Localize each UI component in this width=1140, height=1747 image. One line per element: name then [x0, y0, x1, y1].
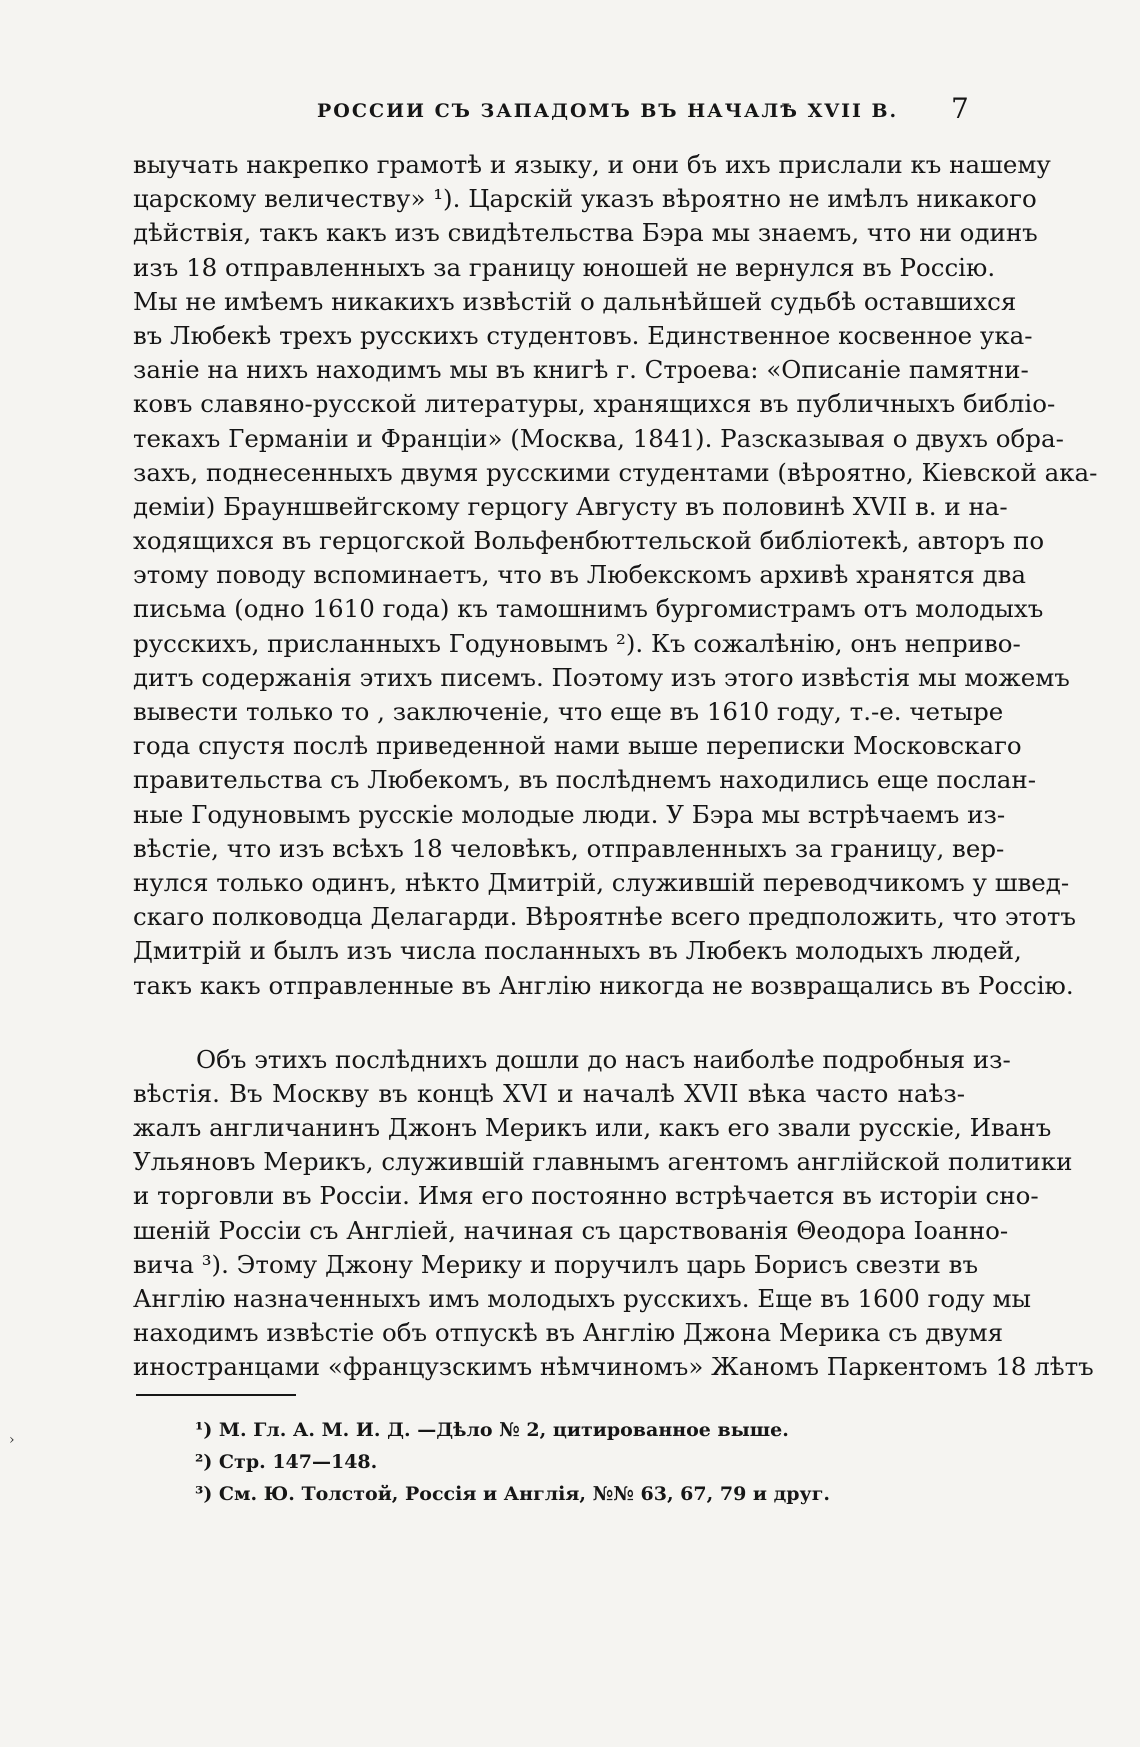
running-title: РОССИИ СЪ ЗАПАДОМЪ ВЪ НАЧАЛѢ XVII В. [317, 100, 899, 122]
text-line: захъ, поднесенныхъ двумя русскими студентами (вѣроятно, Кіевской ака- [133, 457, 1098, 487]
margin-mark: › [9, 1432, 15, 1448]
footnote-1: ¹) М. Гл. А. М. И. Д. —Дѣло № 2, цитированное выше. [195, 1419, 789, 1441]
text-line: Объ этихъ послѣднихъ дошли до насъ наиболѣе подробныя из- [196, 1044, 1011, 1074]
text-line: изъ 18 отправленныхъ за границу юношей не вернулся въ Россію. [133, 252, 996, 282]
text-line: жалъ англичанинъ Джонъ Мерикъ или, какъ его звали русскіе, Иванъ [133, 1113, 1052, 1143]
text-line: Мы не имѣемъ никакихъ извѣстій о дальнѣйшей судьбѣ оставшихся [133, 286, 1017, 316]
text-line: дѣйствія, такъ какъ изъ свидѣтельства Бэра мы знаемъ, что ни одинъ [133, 218, 1038, 248]
text-line: этому поводу вспоминаетъ, что въ Любекскомъ архивѣ хранятся два [133, 560, 1027, 590]
text-line: и торговли въ Россіи. Имя его постоянно встрѣчается въ исторіи сно- [133, 1181, 1039, 1211]
text-line: вывести только то , заключеніе, что еще въ 1610 году, т.-е. четыре [133, 697, 1004, 726]
footnote-divider [136, 1394, 296, 1396]
text-line: вича ³). Этому Джону Мерику и поручилъ царь Борисъ свезти въ [133, 1249, 979, 1279]
text-line: вѣстіе, что изъ всѣхъ 18 человѣкъ, отправленныхъ за границу, вер- [133, 833, 1005, 863]
text-line: шеній Россіи съ Англіей, начиная съ царствованія Θеодора Іоанно- [133, 1215, 1009, 1245]
text-line: ходящихся въ герцогской Вольфенбюттельской библіотекѣ, авторъ по [133, 526, 1045, 556]
text-line: скаго полководца Делагарди. Вѣроятнѣе всего предположить, что этотъ [133, 902, 1076, 932]
text-line: письма (одно 1610 года) къ тамошнимъ бургомистрамъ отъ молодыхъ [133, 594, 1044, 624]
paragraph-2 [133, 1043, 1094, 1385]
text-line: царскому величеству» ¹). Царскій указъ вѣроятно не имѣлъ никакого [133, 184, 1037, 214]
footnote-2: ²) Стр. 147—148. [195, 1451, 378, 1473]
text-line: находимъ извѣстіе объ отпускѣ въ Англію Джона Мерика съ двумя [133, 1318, 1004, 1348]
text-line: Ульяновъ Мерикъ, служившій главнымъ агентомъ англійской политики [133, 1147, 1073, 1177]
text-line: деміи) Брауншвейгскому герцогу Августу въ половинѣ XVII в. и на- [133, 491, 1008, 521]
text-line: выучать накрепко грамотѣ и языку, и они бъ ихъ прислали къ нашему [133, 150, 1051, 179]
text-line: ные Годуновымъ русскіе молодые люди. У Бэра мы встрѣчаемъ из- [133, 799, 1006, 829]
text-line: такъ какъ отправленные въ Англію никогда не возвращались въ Россію. [133, 970, 1074, 1000]
text-line: вѣстія. Въ Москву въ концѣ XVI и началѣ XVII вѣка часто наѣз- [133, 1078, 965, 1108]
text-line: ковъ славяно-русской литературы, хранящихся въ публичныхъ библіо- [133, 389, 1056, 419]
paragraph-1 [133, 148, 1098, 1003]
text-line: въ Любекѣ трехъ русскихъ студентовъ. Единственное косвенное ука- [133, 320, 1033, 350]
text-line: дитъ содержанія этихъ писемъ. Поэтому изъ этого извѣстія мы можемъ [133, 662, 1070, 692]
text-line: правительства съ Любекомъ, въ послѣднемъ находились еще послан- [133, 765, 1037, 795]
page-number: 7 [951, 92, 969, 125]
footnote-3: ³) См. Ю. Толстой, Россія и Англія, №№ 63, 67, 79 и друг. [195, 1483, 830, 1505]
text-line: иностранцами «французскимъ нѣмчиномъ» Жаномъ Паркентомъ 18 лѣтъ [133, 1352, 1094, 1382]
text-line: Англію назначенныхъ имъ молодыхъ русскихъ. Еще въ 1600 году мы [133, 1284, 1032, 1313]
text-line: года спустя послѣ приведенной нами выше переписки Московскаго [133, 731, 1022, 761]
text-line: нулся только одинъ, нѣкто Дмитрій, служившій переводчикомъ у швед- [133, 867, 1070, 897]
text-line: русскихъ, присланныхъ Годуновымъ ²). Къ сожалѣнію, онъ неприво- [133, 628, 1021, 658]
paragraph-spacing [133, 1003, 965, 1043]
text-line: заніе на нихъ находимъ мы въ книгѣ г. Строева: «Описаніе памятни- [133, 355, 1029, 385]
main-text [133, 148, 1098, 1385]
text-line: текахъ Германіи и Франціи» (Москва, 1841). Разсказывая о двухъ обра- [133, 423, 1064, 453]
text-line: Дмитрій и былъ изъ числа посланныхъ въ Любекъ молодыхъ людей, [133, 936, 1022, 966]
footnotes [195, 1414, 830, 1510]
